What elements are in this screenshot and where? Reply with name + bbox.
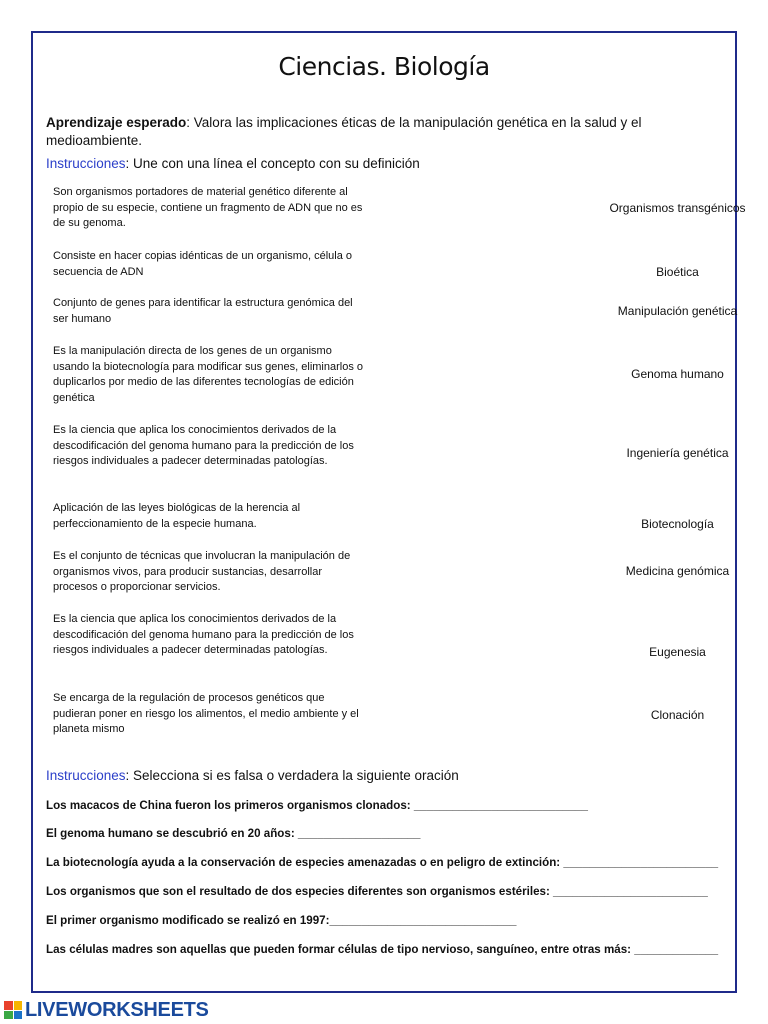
logo-square-1 <box>4 1001 13 1010</box>
term-5[interactable]: Ingeniería genética <box>626 446 729 460</box>
learning-objective-label: Aprendizaje esperado <box>46 115 187 130</box>
page-title: Ciencias. Biología <box>278 52 490 81</box>
definition-9: Se encarga de la regulación de procesos genéticos que pudieran poner en riesgo los alimentos, el medio ambiente y el planeta mismo <box>53 692 359 736</box>
liveworksheets-logo-icon <box>4 1001 22 1019</box>
instructions-label: Instrucciones <box>46 768 126 783</box>
question-4[interactable]: Los organismos que son el resultado de dos especies diferentes son organismos estériles: ________________________ <box>46 885 708 898</box>
definition-7: Es el conjunto de técnicas que involucran la manipulación de organismos vivos, para producir sustancias, desarrollar procesos o proporcionar servicios. <box>53 550 351 594</box>
definition-8: Es la ciencia que aplica los conocimientos derivados de la descodificación del genoma humano para la predicción de los riesgos individuales a padecer determinadas patologías. <box>53 613 354 657</box>
term-7[interactable]: Medicina genómica <box>625 564 730 578</box>
question-5[interactable]: El primer organismo modificado se realizó en 1997:_____________________________ <box>46 914 517 927</box>
logo-square-3 <box>4 1011 13 1020</box>
term-8[interactable]: Eugenesia <box>649 645 706 659</box>
term-4[interactable]: Genoma humano <box>631 367 724 381</box>
term-3[interactable]: Manipulación genética <box>617 304 738 318</box>
definition-1: Son organismos portadores de material genético diferente al propio de su especie, contiene un fragmento de ADN que no es de su genoma. <box>53 186 363 230</box>
term-9[interactable]: Clonación <box>650 708 705 722</box>
definition-5: Es la ciencia que aplica los conocimientos derivados de la descodificación del genoma humano para la predicción de los riesgos individuales a padecer determinadas patologías. <box>53 424 354 468</box>
instructions-label: Instrucciones <box>46 156 126 171</box>
question-3[interactable]: La biotecnología ayuda a la conservación de especies amenazadas o en peligro de extinción: ________________________ <box>46 856 719 869</box>
term-6[interactable]: Biotecnología <box>641 517 714 531</box>
term-2[interactable]: Bioética <box>656 265 699 279</box>
definition-3: Conjunto de genes para identificar la estructura genómica del ser humano <box>53 297 353 325</box>
instructions-text: : Selecciona si es falsa o verdadera la siguiente oración <box>125 768 459 783</box>
question-2[interactable]: El genoma humano se descubrió en 20 años: ___________________ <box>46 827 421 840</box>
instructions-true-false <box>46 768 459 783</box>
term-1[interactable]: Organismos transgénicos <box>609 201 746 215</box>
definition-2: Consiste en hacer copias idénticas de un organismo, célula o secuencia de ADN <box>53 250 353 278</box>
learning-objective-text: : Valora las implicaciones éticas de la manipulación genética en la salud y el medioambiente. <box>46 115 642 148</box>
liveworksheets-logo-text: LIVEWORKSHEETS <box>25 998 209 1021</box>
question-6[interactable]: Las células madres son aquellas que pueden formar células de tipo nervioso, sanguíneo, entre otras más: _____________ <box>46 943 719 956</box>
question-1[interactable]: Los macacos de China fueron los primeros organismos clonados: ___________________________ <box>46 799 588 812</box>
logo-square-2 <box>14 1001 23 1010</box>
learning-objective <box>46 114 736 150</box>
liveworksheets-logo <box>4 997 209 1023</box>
definition-4: Es la manipulación directa de los genes de un organismo usando la biotecnología para modificar sus genes, eliminarlos o duplicarlos por medio de las diferentes tecnologías de edición genética <box>53 345 364 404</box>
definition-6: Aplicación de las leyes biológicas de la herencia al perfeccionamiento de la especie humana. <box>53 502 301 530</box>
instructions-text: : Une con una línea el concepto con su definición <box>125 156 420 171</box>
logo-square-4 <box>14 1011 23 1020</box>
instructions-match <box>46 156 420 171</box>
